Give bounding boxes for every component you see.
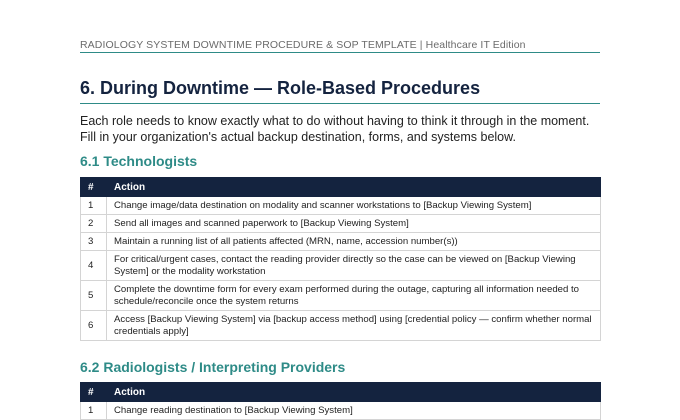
row-number: 1 bbox=[81, 402, 107, 420]
subsection-title-radiologists: 6.2 Radiologists / Interpreting Providers bbox=[80, 359, 346, 375]
row-number: 1 bbox=[81, 197, 107, 215]
table-row bbox=[81, 311, 601, 341]
row-action: Maintain a running list of all patients affected (MRN, name, accession number(s)) bbox=[107, 233, 601, 251]
table-row bbox=[81, 197, 601, 215]
table-row bbox=[81, 251, 601, 281]
table-row bbox=[81, 215, 601, 233]
table-row bbox=[81, 281, 601, 311]
row-action: Change reading destination to [Backup Viewing System] bbox=[107, 402, 601, 420]
technologists-table bbox=[80, 177, 601, 341]
column-header-action: Action bbox=[107, 178, 601, 197]
row-action: Complete the downtime form for every exam performed during the outage, capturing all information needed to schedule/reconcile once the system returns bbox=[107, 281, 601, 311]
section-title: 6. During Downtime — Role-Based Procedures bbox=[80, 78, 481, 98]
row-number: 6 bbox=[81, 311, 107, 341]
table-row bbox=[81, 233, 601, 251]
table-row bbox=[81, 402, 601, 420]
column-header-action: Action bbox=[107, 383, 601, 402]
table-header-row bbox=[81, 383, 601, 402]
section-intro: Each role needs to know exactly what to do without having to think it through in the moment. Fill in your organization's actual backup destination, forms, and systems below. bbox=[80, 114, 590, 144]
subsection-title-technologists: 6.1 Technologists bbox=[80, 153, 198, 169]
row-number: 4 bbox=[81, 251, 107, 281]
running-header: RADIOLOGY SYSTEM DOWNTIME PROCEDURE & SOP TEMPLATE | Healthcare IT Edition bbox=[80, 39, 526, 51]
column-header-number: # bbox=[81, 383, 107, 402]
radiologists-table bbox=[80, 382, 601, 420]
row-number: 3 bbox=[81, 233, 107, 251]
header-divider bbox=[80, 52, 600, 53]
row-action: Send all images and scanned paperwork to [Backup Viewing System] bbox=[107, 215, 601, 233]
section-title-divider bbox=[80, 103, 600, 104]
row-action: Access [Backup Viewing System] via [backup access method] using [credential policy — confirm whether normal credentials apply] bbox=[107, 311, 601, 341]
row-number: 2 bbox=[81, 215, 107, 233]
table-header-row bbox=[81, 178, 601, 197]
column-header-number: # bbox=[81, 178, 107, 197]
row-action: Change image/data destination on modality and scanner workstations to [Backup Viewing System] bbox=[107, 197, 601, 215]
row-action: For critical/urgent cases, contact the reading provider directly so the case can be viewed on [Backup Viewing System] or the modality workstation bbox=[107, 251, 601, 281]
row-number: 5 bbox=[81, 281, 107, 311]
